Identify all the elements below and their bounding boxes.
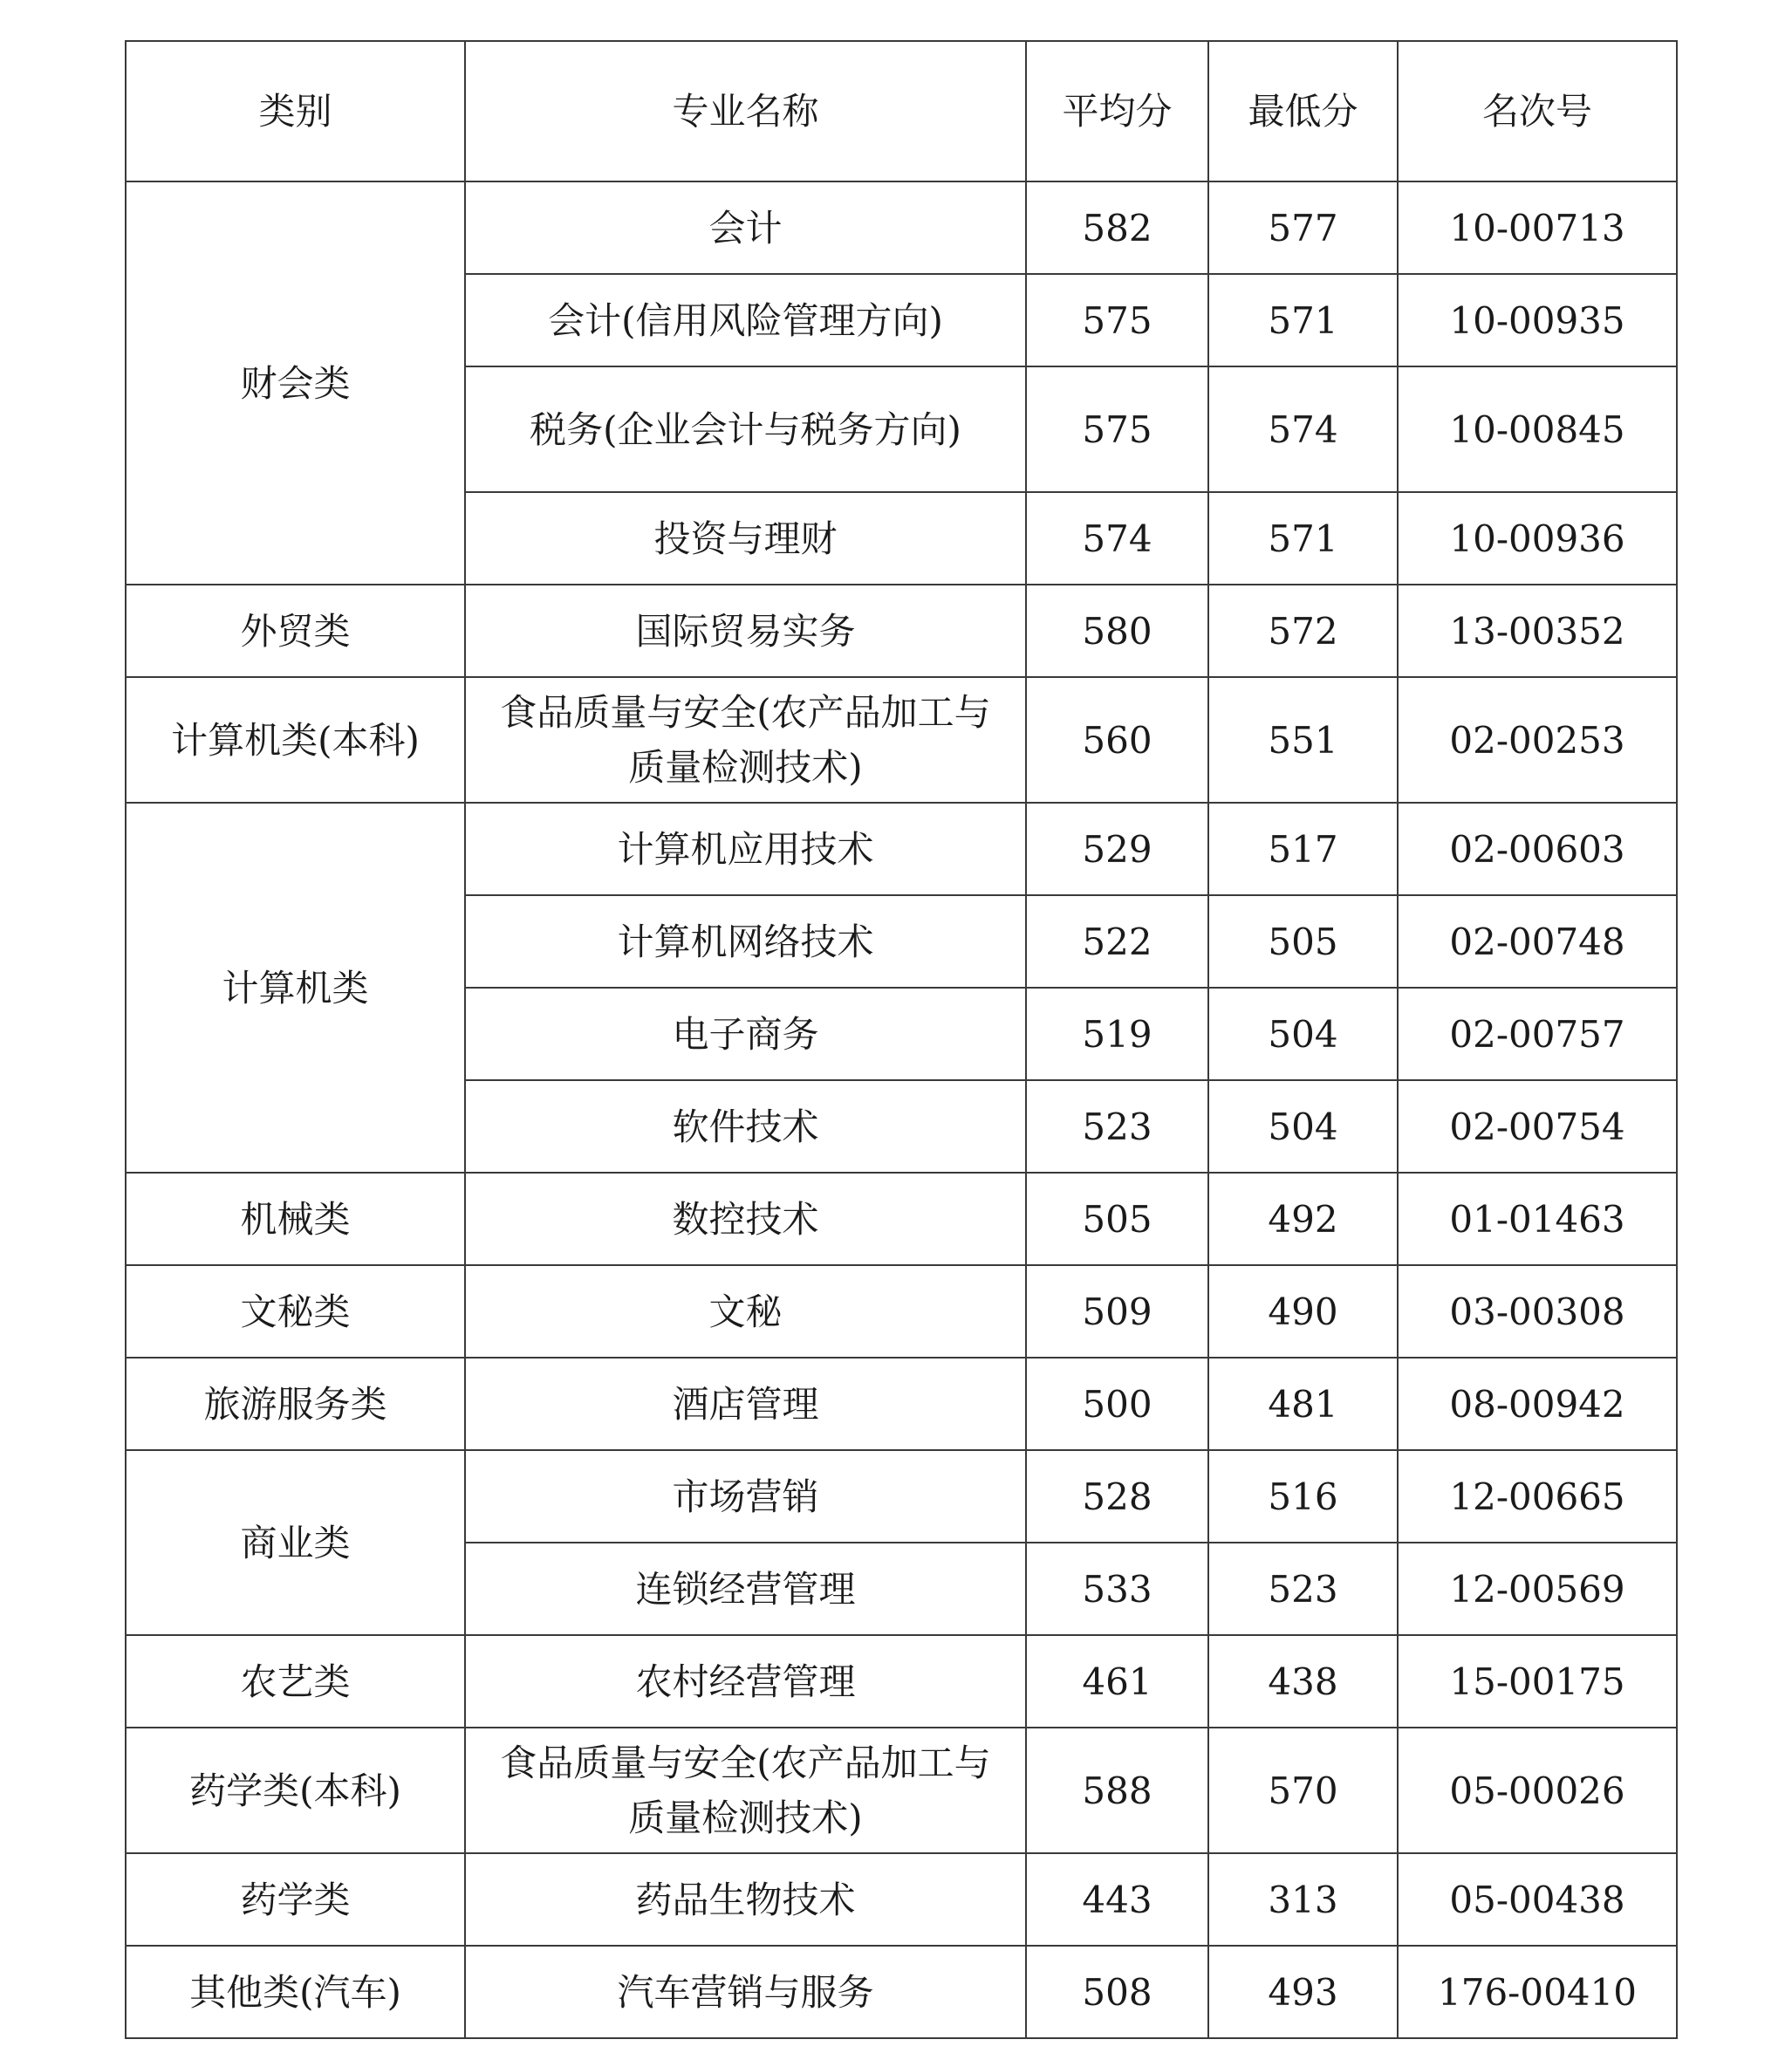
avg-score-cell: 575 [1026, 366, 1208, 492]
category-cell: 外贸类 [126, 585, 465, 677]
rank-cell: 05-00438 [1398, 1853, 1677, 1946]
avg-score-cell: 509 [1026, 1265, 1208, 1358]
table-row [126, 1635, 1677, 1728]
category-cell: 药学类 [126, 1853, 465, 1946]
major-cell: 市场营销 [465, 1450, 1026, 1543]
header-major: 专业名称 [465, 41, 1026, 181]
min-score-cell: 571 [1208, 492, 1398, 585]
rank-cell: 13-00352 [1398, 585, 1677, 677]
major-cell: 连锁经营管理 [465, 1543, 1026, 1635]
min-score-cell: 504 [1208, 988, 1398, 1080]
rank-cell: 15-00175 [1398, 1635, 1677, 1728]
major-cell: 计算机应用技术 [465, 803, 1026, 895]
major-cell: 投资与理财 [465, 492, 1026, 585]
avg-score-cell: 500 [1026, 1358, 1208, 1450]
min-score-cell: 577 [1208, 181, 1398, 274]
category-cell: 计算机类(本科) [126, 677, 465, 803]
table-body [126, 181, 1677, 2038]
avg-score-cell: 529 [1026, 803, 1208, 895]
avg-score-cell: 574 [1026, 492, 1208, 585]
avg-score-cell: 528 [1026, 1450, 1208, 1543]
major-cell: 会计 [465, 181, 1026, 274]
major-cell: 汽车营销与服务 [465, 1946, 1026, 2038]
header-row [126, 41, 1677, 181]
min-score-cell: 551 [1208, 677, 1398, 803]
min-score-cell: 517 [1208, 803, 1398, 895]
avg-score-cell: 443 [1026, 1853, 1208, 1946]
header-category: 类别 [126, 41, 465, 181]
min-score-cell: 493 [1208, 1946, 1398, 2038]
major-cell: 文秘 [465, 1265, 1026, 1358]
min-score-cell: 492 [1208, 1173, 1398, 1265]
min-score-cell: 572 [1208, 585, 1398, 677]
header-avg: 平均分 [1026, 41, 1208, 181]
avg-score-cell: 522 [1026, 895, 1208, 988]
table-row [126, 181, 1677, 274]
table-row [126, 585, 1677, 677]
avg-score-cell: 588 [1026, 1728, 1208, 1853]
table-row [126, 677, 1677, 803]
category-cell: 其他类(汽车) [126, 1946, 465, 2038]
rank-cell: 08-00942 [1398, 1358, 1677, 1450]
rank-cell: 02-00253 [1398, 677, 1677, 803]
major-cell: 税务(企业会计与税务方向) [465, 366, 1026, 492]
rank-cell: 10-00713 [1398, 181, 1677, 274]
header-min: 最低分 [1208, 41, 1398, 181]
table-row [126, 1358, 1677, 1450]
table-row [126, 1265, 1677, 1358]
rank-cell: 02-00748 [1398, 895, 1677, 988]
table-row [126, 1946, 1677, 2038]
major-cell: 食品质量与安全(农产品加工与质量检测技术) [465, 677, 1026, 803]
major-cell: 国际贸易实务 [465, 585, 1026, 677]
major-cell: 食品质量与安全(农产品加工与质量检测技术) [465, 1728, 1026, 1853]
min-score-cell: 523 [1208, 1543, 1398, 1635]
major-cell: 会计(信用风险管理方向) [465, 274, 1026, 366]
avg-score-cell: 505 [1026, 1173, 1208, 1265]
category-cell: 旅游服务类 [126, 1358, 465, 1450]
min-score-cell: 570 [1208, 1728, 1398, 1853]
category-cell: 农艺类 [126, 1635, 465, 1728]
avg-score-cell: 533 [1026, 1543, 1208, 1635]
table-row [126, 1728, 1677, 1853]
category-cell: 文秘类 [126, 1265, 465, 1358]
avg-score-cell: 461 [1026, 1635, 1208, 1728]
min-score-cell: 490 [1208, 1265, 1398, 1358]
rank-cell: 10-00845 [1398, 366, 1677, 492]
major-cell: 酒店管理 [465, 1358, 1026, 1450]
min-score-cell: 504 [1208, 1080, 1398, 1173]
rank-cell: 12-00665 [1398, 1450, 1677, 1543]
table-row [126, 803, 1677, 895]
category-cell: 商业类 [126, 1450, 465, 1635]
avg-score-cell: 580 [1026, 585, 1208, 677]
major-cell: 药品生物技术 [465, 1853, 1026, 1946]
category-cell: 药学类(本科) [126, 1728, 465, 1853]
min-score-cell: 438 [1208, 1635, 1398, 1728]
category-cell: 计算机类 [126, 803, 465, 1173]
min-score-cell: 481 [1208, 1358, 1398, 1450]
major-cell: 电子商务 [465, 988, 1026, 1080]
admission-scores-table [125, 40, 1678, 2039]
major-cell: 农村经营管理 [465, 1635, 1026, 1728]
table-row [126, 1450, 1677, 1543]
rank-cell: 02-00603 [1398, 803, 1677, 895]
avg-score-cell: 508 [1026, 1946, 1208, 2038]
min-score-cell: 313 [1208, 1853, 1398, 1946]
rank-cell: 176-00410 [1398, 1946, 1677, 2038]
rank-cell: 12-00569 [1398, 1543, 1677, 1635]
rank-cell: 02-00757 [1398, 988, 1677, 1080]
rank-cell: 10-00935 [1398, 274, 1677, 366]
avg-score-cell: 523 [1026, 1080, 1208, 1173]
avg-score-cell: 575 [1026, 274, 1208, 366]
table-row [126, 1173, 1677, 1265]
min-score-cell: 516 [1208, 1450, 1398, 1543]
category-cell: 财会类 [126, 181, 465, 585]
major-cell: 计算机网络技术 [465, 895, 1026, 988]
rank-cell: 10-00936 [1398, 492, 1677, 585]
avg-score-cell: 519 [1026, 988, 1208, 1080]
min-score-cell: 574 [1208, 366, 1398, 492]
rank-cell: 03-00308 [1398, 1265, 1677, 1358]
rank-cell: 05-00026 [1398, 1728, 1677, 1853]
min-score-cell: 571 [1208, 274, 1398, 366]
category-cell: 机械类 [126, 1173, 465, 1265]
table-row [126, 1853, 1677, 1946]
major-cell: 数控技术 [465, 1173, 1026, 1265]
rank-cell: 01-01463 [1398, 1173, 1677, 1265]
major-cell: 软件技术 [465, 1080, 1026, 1173]
rank-cell: 02-00754 [1398, 1080, 1677, 1173]
min-score-cell: 505 [1208, 895, 1398, 988]
avg-score-cell: 582 [1026, 181, 1208, 274]
header-rank: 名次号 [1398, 41, 1677, 181]
avg-score-cell: 560 [1026, 677, 1208, 803]
